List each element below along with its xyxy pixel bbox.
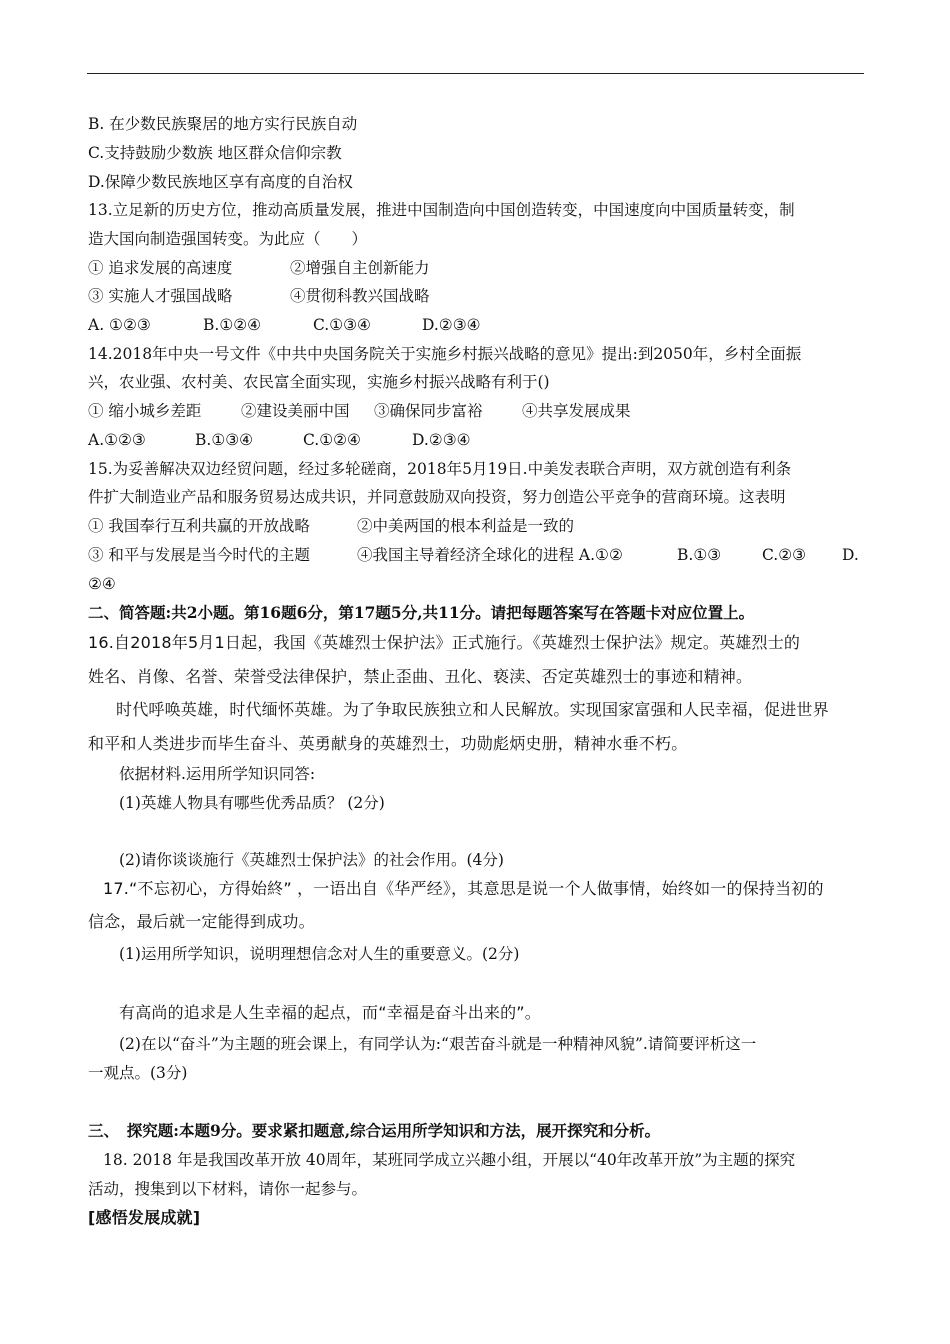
question-17-stem-cont: 信念，最后就一定能得到成功。 [88,912,315,931]
choice-a: A.①②③ [88,431,146,449]
choice-b: B.①②④ [203,316,262,334]
question-16-material: 16.自2018年5月1日起，我国《英雄烈士保护法》正式施行。《英雄烈士保护法》规定。英雄烈士的 [88,633,801,652]
choice-c: C.①②④ [303,431,361,449]
option-b-q12: B. 在少数民族聚居的地方实行民族自动 [88,115,358,133]
question-13-choices [88,315,481,335]
question-17-part-1: (1)运用所学知识，说明理想信念对人生的重要意义。(2分) [119,945,520,963]
question-13-items-row2 [88,286,430,306]
item-2: ②建设美丽中国 [241,402,350,420]
question-14-stem-cont: 兴，农业强、农村美、农民富全面实现，实施乡村振兴战略有利于() [88,373,550,391]
item-1: ① 我国奉行互利共赢的开放战略 [88,517,310,535]
choice-b: B.①③④ [195,431,254,449]
question-16-material-cont: 姓名、肖像、名誉、荣誉受法律保护，禁止歪曲、丑化、亵渎、否定英雄烈士的事迹和精神。 [88,667,753,686]
subsection-heading: [感悟发展成就] [88,1208,201,1227]
question-15-items-row1 [88,516,574,536]
question-16-instruction: 依据材料.运用所学知识同答: [119,765,316,783]
item-2: ②增强自主创新能力 [290,259,430,277]
question-16-paragraph: 时代呼唤英雄，时代缅怀英雄。为了争取民族独立和人民解放。实现国家富强和人民幸福，促进世界 [116,700,829,719]
question-18-stem: 18. 2018 年是我国改革开放 40周年，某班同学成立兴趣小组，开展以“40年改革开放”为主题的探究 [103,1151,796,1169]
question-17-part-2: (2)在以“奋斗”为主题的班会课上，有同学认为:“艰苦奋斗就是一种精神风貌”.请简要评析这一 [119,1035,757,1053]
question-13-items-row1 [88,258,430,278]
item-4: ④共享发展成果 [522,402,631,420]
choice-c: C.①③④ [313,316,371,334]
header-rule [87,73,864,74]
question-14-stem: 14.2018年中央一号文件《中共中央国务院关于实施乡村振兴战略的意见》提出:到2050年，乡村全面振 [88,345,802,363]
question-16-part-1: (1)英雄人物具有哪些优秀品质？ (2分) [119,794,385,812]
question-15-items-row2 [88,545,859,565]
question-17-part-2-cont: 一观点。(3分) [88,1064,188,1082]
question-13-stem: 13.立足新的历史方位，推动高质量发展，推进中国制造向中国创造转变，中国速度向中国质量转变，制 [88,201,795,219]
question-18-stem-cont: 活动，搜集到以下材料，请你一起参与。 [88,1180,368,1198]
question-13-stem-cont: 造大国向制造强国转变。为此应（ ） [88,230,368,248]
item-1: ① 追求发展的高速度 [88,259,233,277]
choice-d: D.②③④ [412,431,471,449]
item-3: ③确保同步富裕 [374,402,483,420]
question-14-choices [88,430,471,450]
choice-d-label: D. [842,546,859,564]
choice-c: C.②③ [762,546,807,564]
item-4: ④贯彻科教兴国战略 [290,287,430,305]
option-c-q12: C.支持鼓励少数族 地区群众信仰宗教 [88,144,342,162]
question-16-paragraph-cont: 和平和人类进步而毕生奋斗、英勇献身的英雄烈士，功勋彪炳史册，精神水垂不朽。 [88,734,688,753]
item-3: ③ 实施人才强国战略 [88,287,233,305]
section-2-heading: 二、简答题:共2小题。第16题6分，第17题5分,共11分。请把每题答案写在答题卡对应位置上。 [88,603,755,622]
item-2: ②中美两国的根本利益是一致的 [357,517,575,535]
item-1: ① 缩小城乡差距 [88,402,202,420]
choice-d: D.②③④ [422,316,481,334]
choice-a: A. ①②③ [88,316,151,334]
choice-b: B.①③ [677,546,722,564]
question-14-items [88,401,631,421]
item-3: ③ 和平与发展是当今时代的主题 [88,546,310,564]
section-3-heading: 三、 探究题:本题9分。要求紧扣题意,综合运用所学知识和方法，展开探究和分析。 [88,1121,661,1140]
option-d-q12: D.保障少数民族地区享有高度的自治权 [88,173,353,191]
question-15-stem-cont: 件扩大制造业产品和服务贸易达成共识，并同意鼓励双向投资，努力创造公平竞争的营商环境。这表明 [88,488,786,506]
question-17-quote: 有高尚的追求是人生幸福的起点，而“幸福是奋斗出来的”。 [119,1003,541,1022]
item-4-and-choice-a: ④我国主导着经济全球化的进程 A.①② [357,546,623,564]
question-16-part-2: (2)请你谈谈施行《英雄烈士保护法》的社会作用。(4分) [119,851,504,869]
choice-d-value: ②④ [88,575,116,593]
question-15-stem: 15.为妥善解决双边经贸问题，经过多轮磋商，2018年5月19日.中美发表联合声明，双方就创造有利条 [88,460,792,478]
question-17-stem: 17.“不忘初心，方得始終” ，一语出自《华严经》，其意思是说一个人做事情，始终如一的保持当初的 [103,879,824,898]
